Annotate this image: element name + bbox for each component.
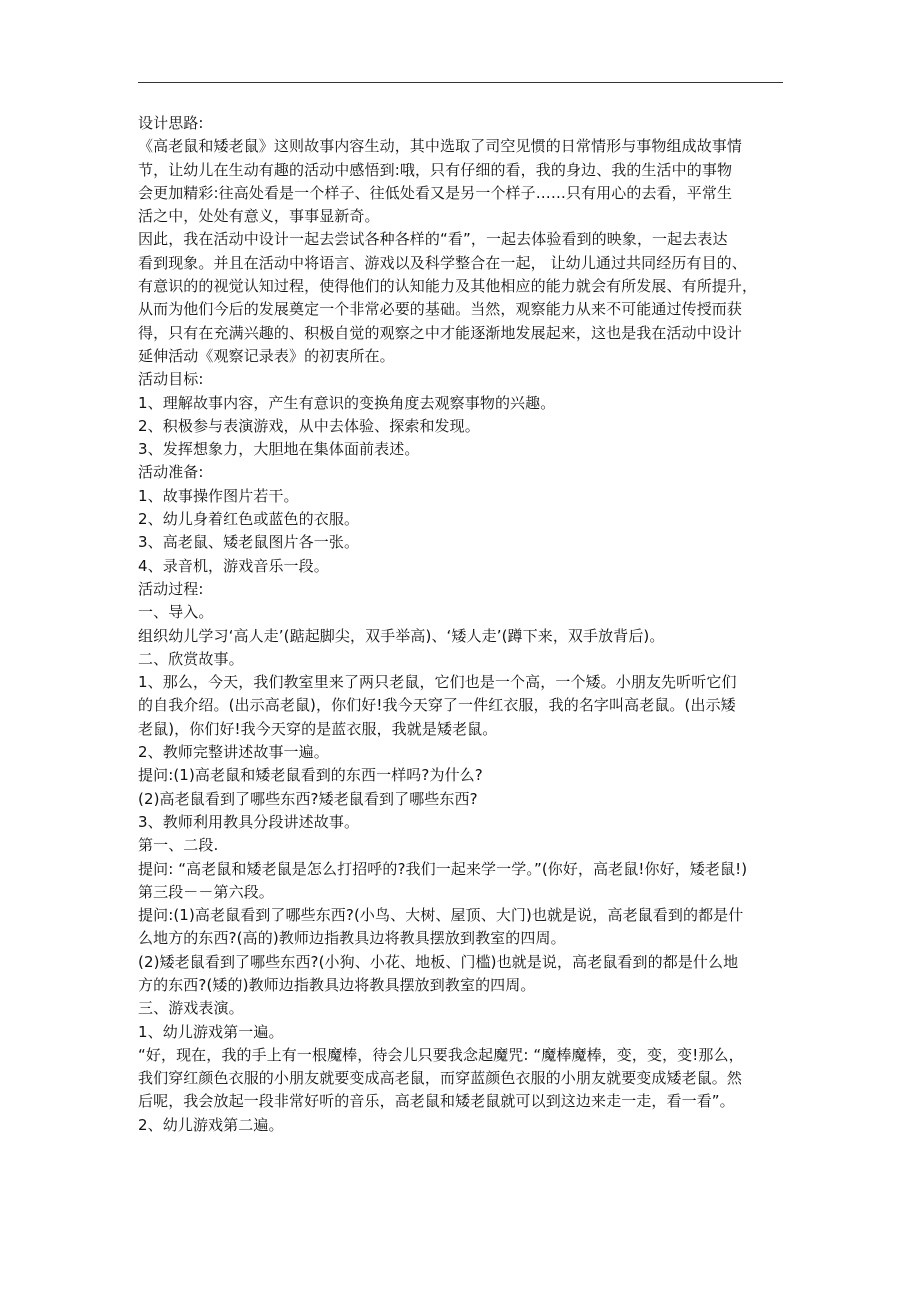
text-line: 得，只有在充满兴趣的、积极自觉的观察之中才能逐渐地发展起来，这也是我在活动中设计: [138, 323, 743, 342]
text-line: “好，现在，我的手上有一根魔棒，待会儿只要我念起魔咒: “魔棒魔棒，变，变，变!那么，: [138, 1045, 744, 1064]
text-line: 第一、二段.: [138, 836, 219, 855]
text-line: 1、故事操作图片若干。: [138, 486, 299, 505]
text-line: 有意识的的视觉认知过程，使得他们的认知能力及其他相应的能力就会有所发展、有所提升，: [138, 277, 758, 296]
text-line: 活动准备:: [138, 463, 204, 482]
text-line: 组织幼儿学习‘高人走’(踮起脚尖，双手举高)、‘矮人走’(蹲下来，双手放背后)。: [138, 626, 665, 645]
text-line: 一、导入。: [138, 603, 214, 622]
text-line: 二、欣赏故事。: [138, 649, 244, 668]
text-line: 4、录音机，游戏音乐一段。: [138, 556, 329, 575]
text-line: 1、那么，今天，我们教室里来了两只老鼠，它们也是一个高，一个矮。小朋友先听听它们: [138, 673, 737, 692]
text-line: 延伸活动《观察记录表》的初衷所在。: [138, 346, 395, 365]
text-line: 《高老鼠和矮老鼠》这则故事内容生动，其中选取了司空见惯的日常情形与事物组成故事情: [138, 137, 743, 156]
text-line: (2)矮老鼠看到了哪些东西?(小狗、小花、地板、门槛)也就是说，高老鼠看到的都是什么地: [138, 952, 739, 971]
text-line: 1、理解故事内容，产生有意识的变换角度去观察事物的兴趣。: [138, 393, 556, 412]
text-line: 老鼠)，你们好!我今天穿的是蓝衣服，我就是矮老鼠。: [138, 719, 498, 738]
text-line: 会更加精彩:往高处看是一个样子、往低处看又是另一个样子……只有用心的去看，平常生: [138, 183, 733, 202]
text-line: 活之中，处处有意义，事事显新奇。: [138, 207, 380, 226]
text-line: 方的东西?(矮的)教师边指教具边将教具摆放到教室的四周。: [138, 975, 536, 994]
text-line: 的自我介绍。(出示高老鼠)，你们好!我今天穿了一件红衣服，我的名字叫高老鼠。(出示矮: [138, 696, 736, 715]
header-rule: [138, 82, 783, 83]
text-line: 3、高老鼠、矮老鼠图片各一张。: [138, 533, 360, 552]
text-line: 么地方的东西?(高的)教师边指教具边将教具摆放到教室的四周。: [138, 929, 566, 948]
text-line: 3、教师利用教具分段讲述故事。: [138, 812, 360, 831]
text-line: 2、幼儿游戏第二遍。: [138, 1115, 284, 1134]
text-line: 提问: “高老鼠和矮老鼠是怎么打招呼的?我们一起来学一学。”(你好，高老鼠!你好，矮老鼠!): [138, 859, 748, 878]
text-line: 设计思路:: [138, 114, 204, 132]
text-line: 提问:(1)高老鼠和矮老鼠看到的东西一样吗?为什么?: [138, 766, 483, 785]
text-line: 活动目标:: [138, 370, 204, 389]
text-line: 1、幼儿游戏第一遍。: [138, 1022, 284, 1041]
text-line: 从而为他们今后的发展奠定一个非常必要的基础。当然，观察能力从来不可能通过传授而获: [138, 300, 743, 319]
text-line: 2、幼儿身着红色或蓝色的衣服。: [138, 510, 360, 529]
text-line: 2、教师完整讲述故事一遍。: [138, 743, 329, 762]
text-line: 节，让幼儿在生动有趣的活动中感悟到:哦，只有仔细的看，我的身边、我的生活中的事物: [138, 160, 733, 179]
text-line: 我们穿红颜色衣服的小朋友就要变成高老鼠，而穿蓝颜色衣服的小朋友就要变成矮老鼠。然: [138, 1069, 743, 1088]
document-body: [138, 112, 788, 1137]
text-line: (2)高老鼠看到了哪些东西?矮老鼠看到了哪些东西?: [138, 789, 478, 808]
text-line: 看到现象。并且在活动中将语言、游戏以及科学整合在一起， 让幼儿通过共同经历有目的、: [138, 253, 747, 272]
text-line: 三、游戏表演。: [138, 999, 244, 1018]
text-line: 提问:(1)高老鼠看到了哪些东西?(小鸟、大树、屋顶、大门)也就是说，高老鼠看到的都是什: [138, 906, 744, 925]
text-line: 后呢，我会放起一段非常好听的音乐，高老鼠和矮老鼠就可以到这边来走一走，看一看”。: [138, 1092, 735, 1111]
text-line: 因此，我在活动中设计一起去尝试各种各样的“看”，一起去体验看到的映象，一起去表达: [138, 230, 728, 249]
text-line: 2、积极参与表演游戏，从中去体验、探索和发现。: [138, 416, 480, 435]
text-line: 3、发挥想象力，大胆地在集体面前表述。: [138, 440, 420, 459]
text-line: 第三段－－第六段。: [138, 882, 274, 901]
text-line: 活动过程:: [138, 579, 204, 598]
